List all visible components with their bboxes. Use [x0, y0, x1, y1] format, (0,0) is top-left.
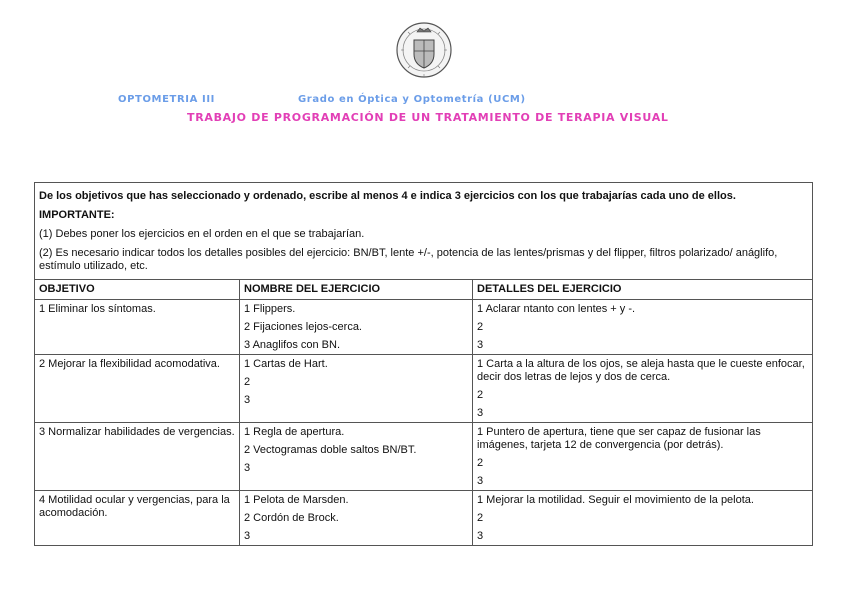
objective-cell: 1 Eliminar los síntomas.	[35, 300, 240, 355]
exercise-entry: 1 Flippers.	[244, 303, 296, 315]
objective-cell: 2 Mejorar la flexibilidad acomodativa.	[35, 355, 240, 423]
intro-row	[35, 183, 813, 280]
detail-entry: 1 Carta a la altura de los ojos, se aleja hasta que le cueste enfocar, decir dos letras de lejos y dos de cerca.	[477, 358, 805, 383]
exercise-entry: 2 Fijaciones lejos-cerca.	[244, 321, 362, 333]
instructions-cell	[35, 183, 813, 280]
detail-entry: 3	[477, 530, 484, 542]
exercise-entry: 1 Cartas de Hart.	[244, 358, 328, 370]
detail-entry: 3	[477, 407, 484, 419]
detail-entry: 3	[477, 475, 484, 487]
table-row	[35, 355, 813, 423]
exercise-entry: 3	[244, 394, 251, 406]
detail-entry: 1 Mejorar la motilidad. Seguir el movimiento de la pelota.	[477, 494, 754, 506]
exercises-cell	[240, 423, 473, 491]
note-1: (1) Debes poner los ejercicios en el orden en el que se trabajarían.	[39, 228, 365, 240]
detail-entry: 2	[477, 389, 484, 401]
column-header-exercise: NOMBRE DEL EJERCICIO	[240, 280, 473, 300]
instruction-text: De los objetivos que has seleccionado y ordenado, escribe al menos 4 e indica 3 ejercicios con los que trabajarías cada uno de ellos.	[39, 190, 736, 202]
exercise-entry: 1 Pelota de Marsden.	[244, 494, 349, 506]
objective-cell: 3 Normalizar habilidades de vergencias.	[35, 423, 240, 491]
exercises-cell	[240, 491, 473, 546]
table-row	[35, 300, 813, 355]
exercises-cell	[240, 300, 473, 355]
column-header-row	[35, 280, 813, 300]
details-cell	[473, 300, 813, 355]
exercise-entry: 3 Anaglifos con BN.	[244, 339, 341, 351]
exercise-entry: 1 Regla de apertura.	[244, 426, 345, 438]
degree-name: Grado en Óptica y Optometría (UCM)	[298, 94, 526, 105]
exercise-entry: 3	[244, 530, 251, 542]
detail-entry: 2	[477, 512, 484, 524]
note-2: (2) Es necesario indicar todos los detalles posibles del ejercicio: BN/BT, lente +/-, potencia de las lentes/prismas y del flipper, filtros polarizado/ anáglifo, estímulo utilizado, etc.	[39, 247, 778, 272]
exercise-entry: 2	[244, 376, 251, 388]
column-header-details: DETALLES DEL EJERCICIO	[473, 280, 813, 300]
exercises-cell	[240, 355, 473, 423]
exercise-entry: 2 Vectogramas doble saltos BN/BT.	[244, 444, 417, 456]
detail-entry: 1 Aclarar ntanto con lentes + y -.	[477, 303, 636, 315]
document-title: TRABAJO DE PROGRAMACIÓN DE UN TRATAMIENTO DE TERAPIA VISUAL	[187, 111, 669, 124]
detail-entry: 1 Puntero de apertura, tiene que ser capaz de fusionar las imágenes, tarjeta 12 de convergencia (por detrás).	[477, 426, 761, 451]
course-name: OPTOMETRIA III	[118, 94, 215, 105]
table-row	[35, 491, 813, 546]
detail-entry: 2	[477, 457, 484, 469]
details-cell	[473, 423, 813, 491]
objective-cell: 4 Motilidad ocular y vergencias, para la acomodación.	[35, 491, 240, 546]
table-row	[35, 423, 813, 491]
important-label: IMPORTANTE:	[39, 209, 115, 221]
exercise-entry: 2 Cordón de Brock.	[244, 512, 339, 524]
column-header-objective: OBJETIVO	[35, 280, 240, 300]
details-cell	[473, 491, 813, 546]
detail-entry: 2	[477, 321, 484, 333]
university-seal-logo	[395, 18, 453, 82]
exercise-entry: 3	[244, 462, 251, 474]
details-cell	[473, 355, 813, 423]
exercise-table	[34, 182, 813, 546]
detail-entry: 3	[477, 339, 484, 351]
